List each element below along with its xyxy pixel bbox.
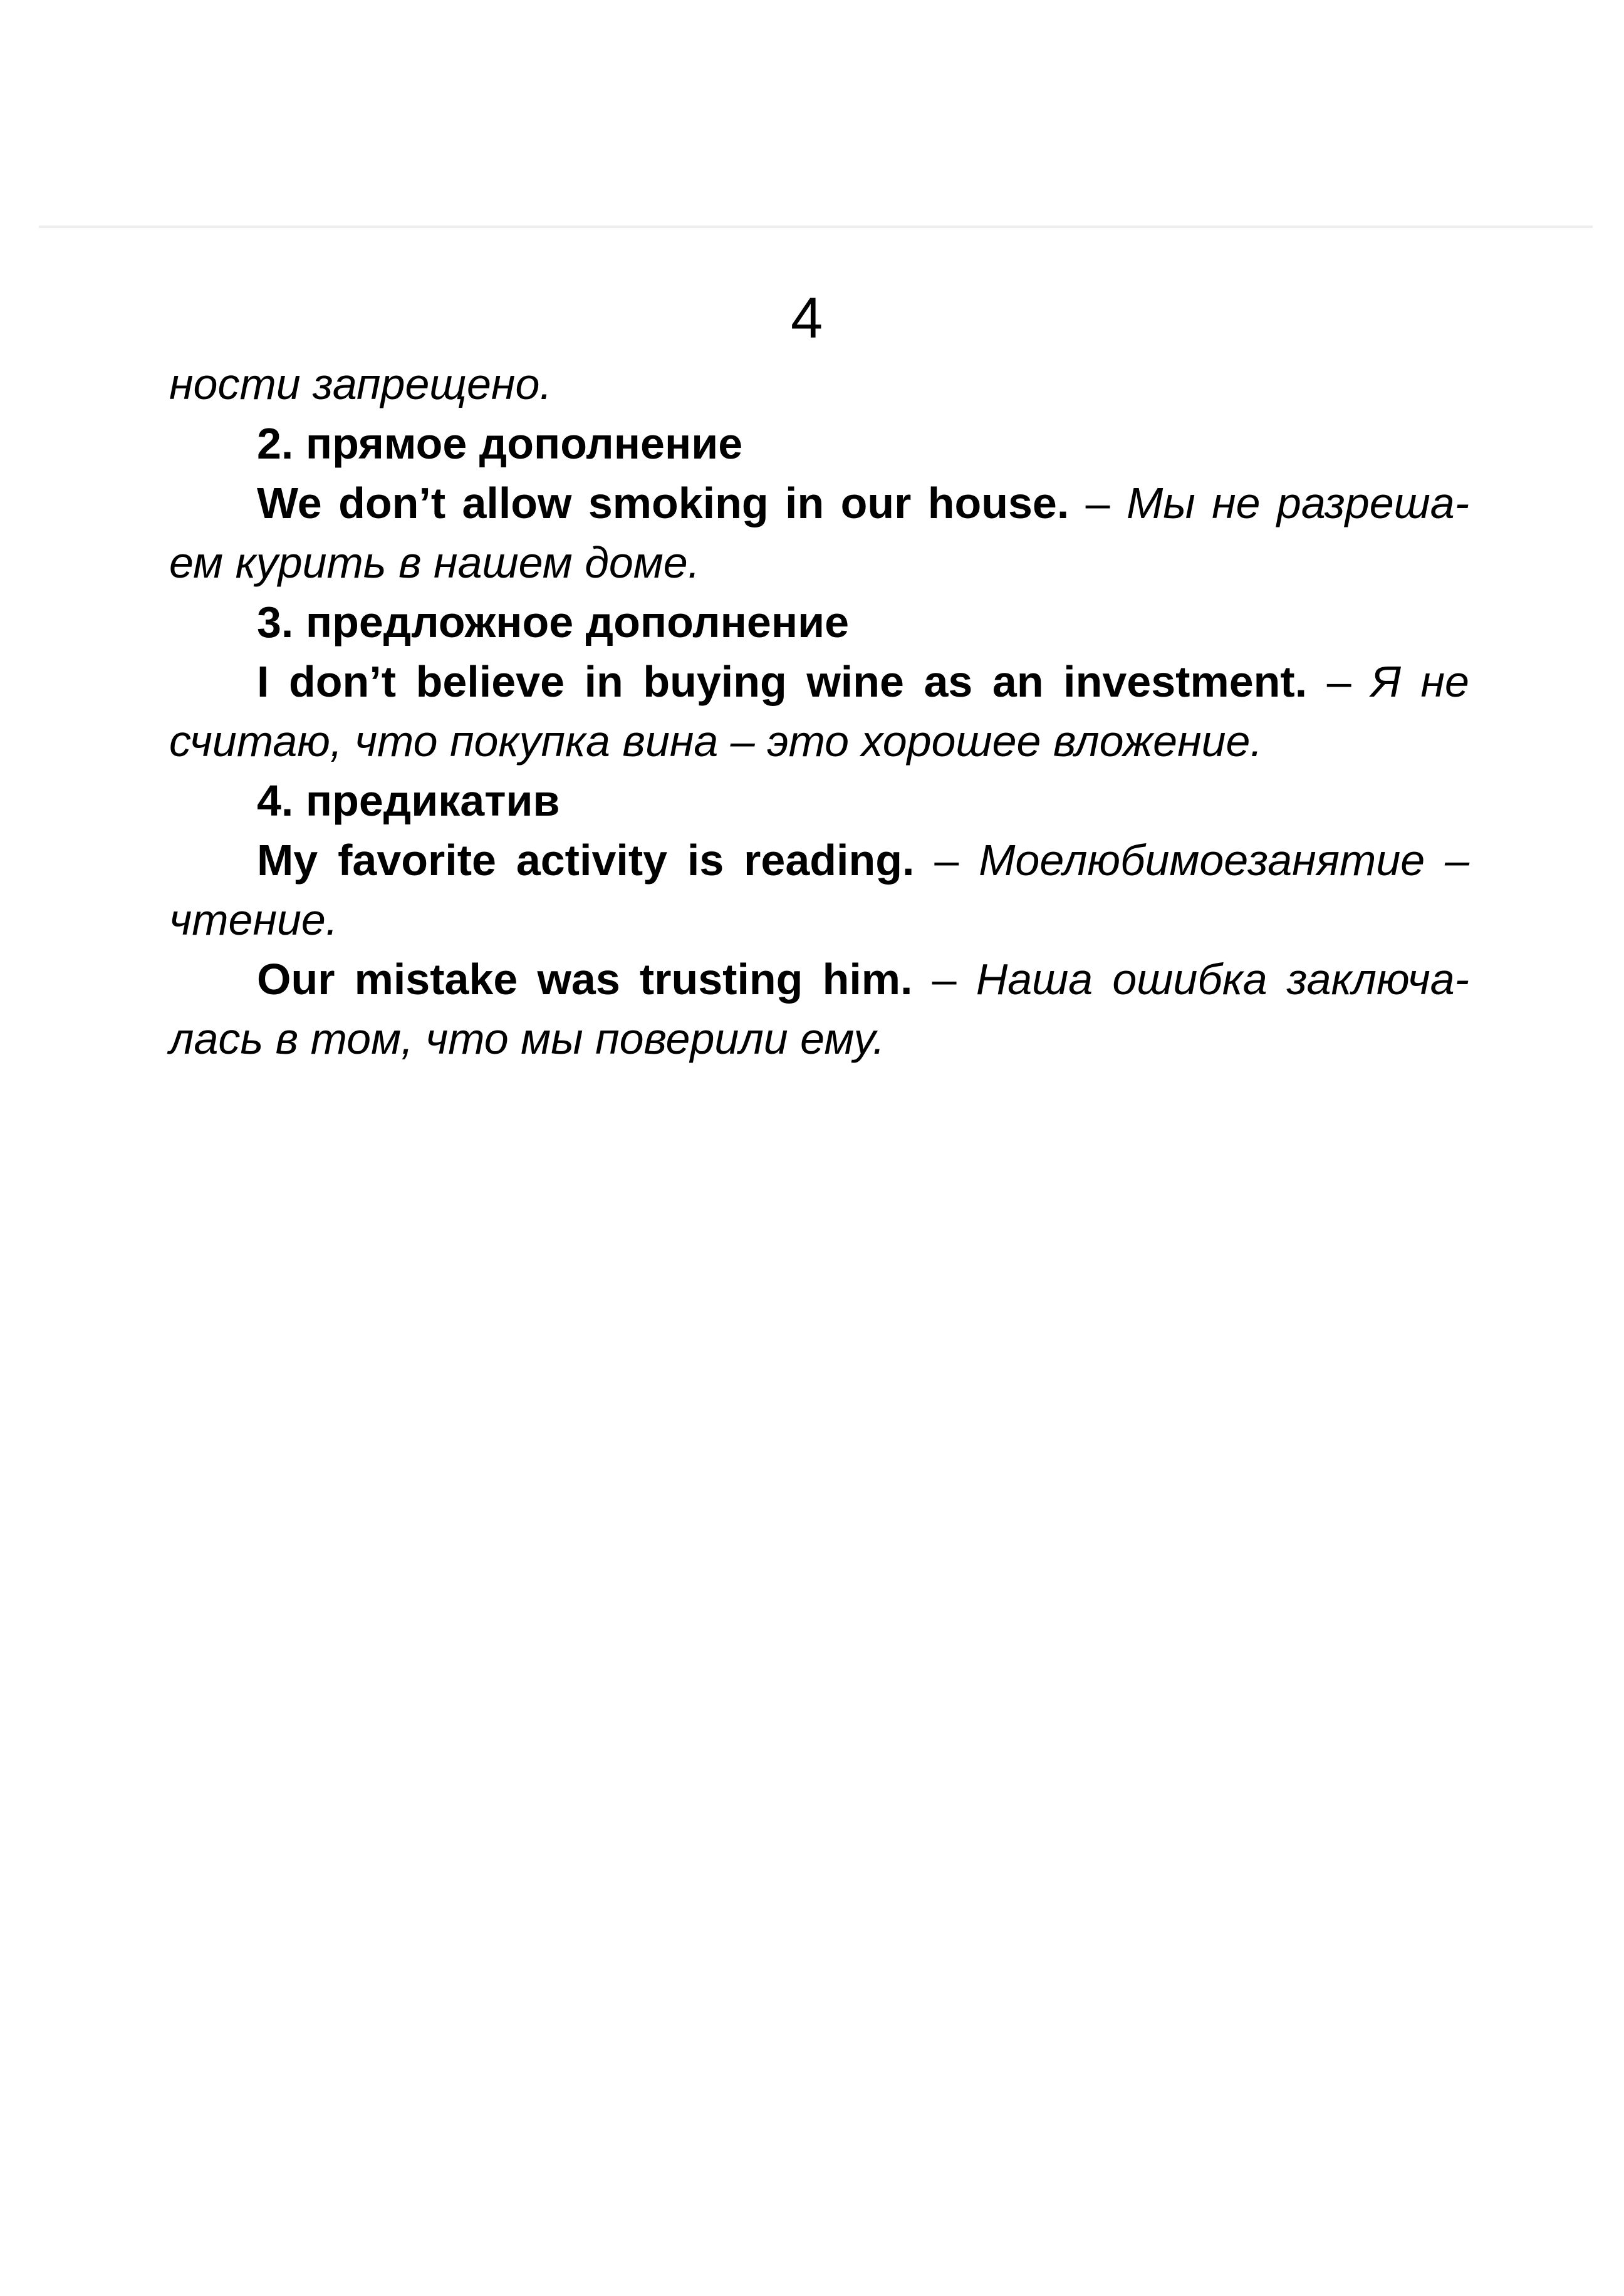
example-russian: Мы не разреша-ем курить в нашем доме.: [169, 479, 1469, 587]
example-english: My favorite activity is reading.: [257, 836, 915, 885]
example-russian: Моелюбимоезанятие – чтение.: [169, 836, 1470, 944]
example-russian: Я не считаю, что покупка вина – это хорошее вложение.: [169, 657, 1469, 766]
example-english: Our mistake was trusting him.: [257, 955, 913, 1004]
example-russian: Наша ошибка заключа-лась в том, что мы поверили ему.: [169, 955, 1469, 1063]
example-dash: –: [912, 955, 976, 1004]
page-top-divider: [39, 226, 1593, 228]
example-paragraph: [169, 474, 1469, 593]
section-heading-predicative: 4. предикатив: [257, 776, 560, 825]
example-paragraph: [169, 950, 1469, 1069]
example-dash: –: [1069, 479, 1127, 527]
page-number: 4: [791, 286, 823, 350]
example-english: I don’t believe in buying wine as an investment.: [257, 657, 1308, 706]
continuation-text: ности запрещено.: [169, 360, 552, 408]
example-dash: –: [1307, 657, 1372, 706]
section-heading-direct-object: 2. прямое дополнение: [257, 419, 743, 468]
example-paragraph: [169, 831, 1469, 950]
continuation-line: [169, 355, 1469, 414]
example-dash: –: [914, 836, 979, 885]
section-heading-prepositional-object: 3. предложное дополнение: [257, 598, 850, 647]
example-paragraph: [169, 652, 1469, 771]
page-content: [169, 355, 1469, 1069]
example-english: We don’t allow smoking in our house.: [257, 479, 1070, 527]
